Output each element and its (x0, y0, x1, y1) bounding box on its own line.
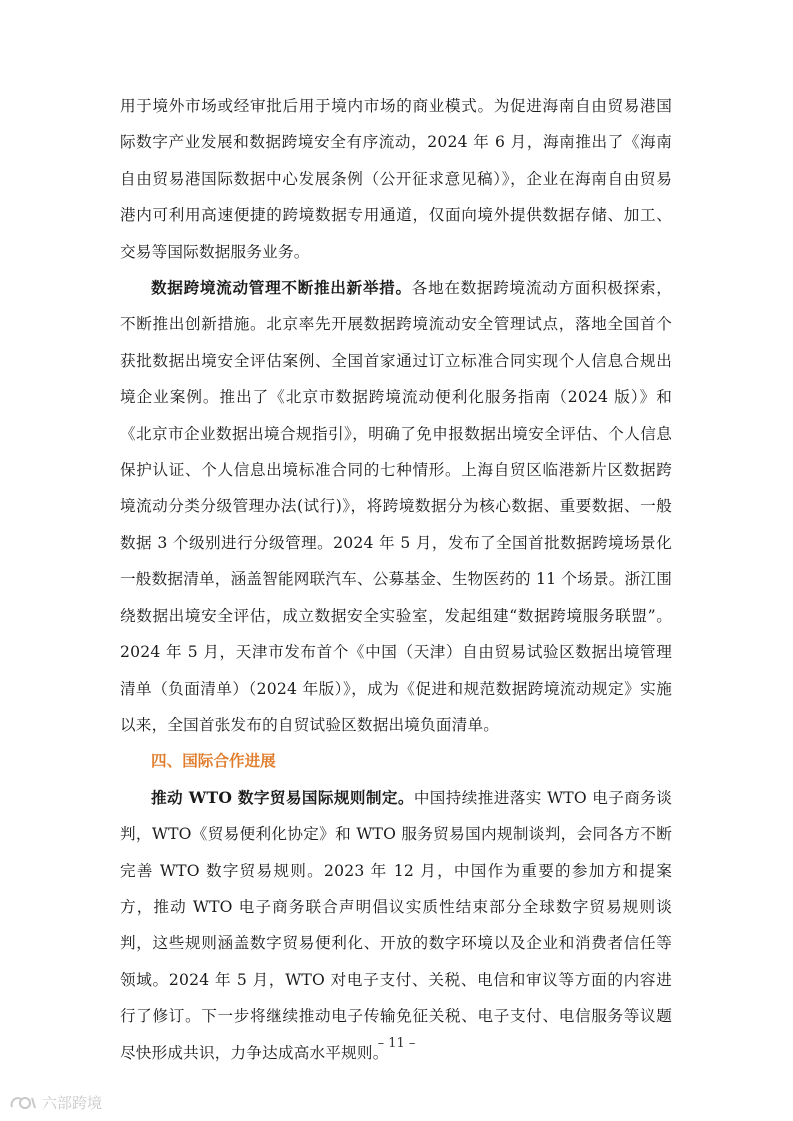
paragraph-wto (120, 780, 672, 1071)
paragraph-body-text: 各地在数据跨境流动方面积极探索，不断推出创新措施。北京率先开展数据跨境流动安全管理试点，落地全国首个获批数据出境安全评估案例、全国首家通过订立标准合同实现个人信息合规出境企业案例。推出了《北京市数据跨境流动便利化服务指南（2024 版）》和《北京市企业数据出境合规指引》，明确了免申报数据出境安全评估、个人信息保护认证、个人信息出境标准合同的七种情形。上海自贸区临港新片区数据跨境流动分类分级管理办法(试行)》，将跨境数据分为核心数据、重要数据、一般数据 3 个级别进行分级管理。2024 年 5 月，发布了全国首批数据跨境场景化一般数据清单，涵盖智能网联汽车、公募基金、生物医药的 11 个场景。浙江围绕数据出境安全评估，成立数据安全实验室，发起组建“数据跨境服务联盟”。2024 年 5 月，天津市发布首个《中国（天津）自由贸易试验区数据出境管理清单（负面清单）（2024 年版）》，成为《促进和规范数据跨境流动规定》实施以来，全国首张发布的自贸试验区数据出境负面清单。 (120, 279, 672, 734)
paragraph-data-crossborder (120, 270, 672, 743)
paragraph-body-text: 中国持续推进落实 WTO 电子商务谈判，WTO《贸易便利化协定》和 WTO 服务贸易国内规制谈判，会同各方不断完善 WTO 数字贸易规则。2023 年 12 月，中国作为重要的参加方和提案方，推动 WTO 电子商务联合声明倡议实质性结束部分全球数字贸易规则谈判，这些规则涵盖数字贸易便利化、开放的数字环境以及企业和消费者信任等领域。2024 年 5 月，WTO 对电子支付、关税、电信和审议等方面的内容进行了修订。下一步将继续推动电子传输免征关税、电子支付、电信服务等议题尽快形成共识，力争达成高水平规则。 (120, 788, 672, 1062)
watermark-text: 六部跨境 (42, 1094, 103, 1112)
paragraph-lead-heading: 数据跨境流动管理不断推出新举措。 (151, 278, 412, 298)
paragraph-hainan: 用于境外市场或经审批后用于境内市场的商业模式。为促进海南自由贸易港国际数字产业发展和数据跨境安全有序流动，2024 年 6 月，海南推出了《海南自由贸易港国际数据中心发展条例（公开征求意见稿）》，企业在海南自由贸易港内可利用高速便捷的跨境数据专用通道，仅面向境外提供数据存储、加工、交易等国际数据服务业务。 (120, 97, 672, 261)
watermark (8, 1092, 102, 1113)
page-number: – 11 – (377, 1036, 416, 1051)
watermark-logo-icon (8, 1093, 38, 1113)
document-body (120, 88, 672, 1071)
section-heading: 四、国际合作进展 (151, 751, 276, 771)
paragraph-lead-heading: 推动 WTO 数字贸易国际规则制定。 (151, 787, 414, 807)
